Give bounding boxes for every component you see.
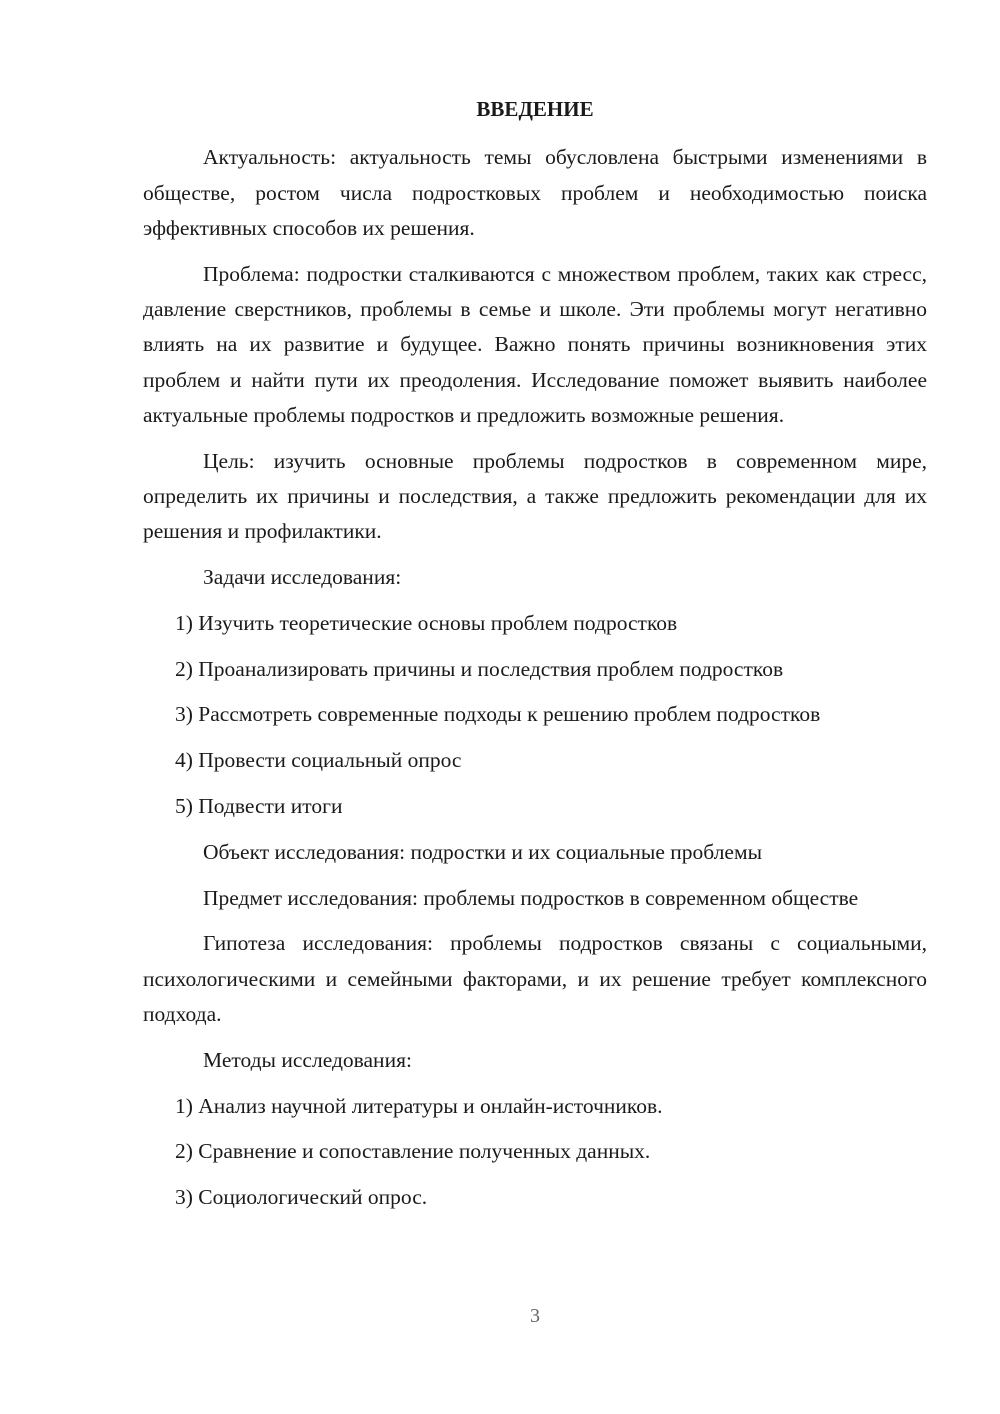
document-page: [143, 92, 927, 1226]
tasks-heading: Задачи исследования:: [203, 565, 402, 590]
page-number: 3: [530, 1305, 540, 1327]
task-item: 4) Провести социальный опрос: [175, 748, 462, 773]
object-paragraph: Объект исследования: подростки и их социальные проблемы: [203, 839, 763, 864]
task-item: 3) Рассмотреть современные подходы к решению проблем подростков: [175, 702, 821, 727]
goal-paragraph: Цель: изучить основные проблемы подростков в современном мире, определить их причины и последствия, а также предложить рекомендации для их решения и профилактики.: [143, 448, 927, 544]
methods-heading: Методы исследования:: [203, 1047, 412, 1072]
method-item: 2) Сравнение и сопоставление полученных данных.: [175, 1139, 651, 1164]
task-item: 5) Подвести итоги: [175, 794, 343, 819]
task-item: 2) Проанализировать причины и последствия проблем подростков: [175, 656, 784, 681]
method-item: 3) Социологический опрос.: [175, 1185, 428, 1210]
subject-paragraph: Предмет исследования: проблемы подростков в современном обществе: [203, 885, 859, 910]
problem-paragraph: Проблема: подростки сталкиваются с множеством проблем, таких как стресс, давление сверстников, проблемы в семье и школе. Эти проблемы могут негативно влиять на их развитие и будущее. Важно понять причины возникновения этих проблем и найти пути их преодоления. Исследование поможет выявить наиболее актуальные проблемы подростков и предложить возможные решения.: [143, 261, 927, 427]
task-item: 1) Изучить теоретические основы проблем подростков: [175, 610, 678, 635]
section-title: ВВЕДЕНИЕ: [476, 97, 594, 121]
hypothesis-paragraph: Гипотеза исследования: проблемы подростков связаны с социальными, психологическими и семейными факторами, и их решение требует комплексного подхода.: [143, 931, 927, 1027]
method-item: 1) Анализ научной литературы и онлайн-источников.: [175, 1093, 663, 1118]
relevance-paragraph: Актуальность: актуальность темы обусловлена быстрыми изменениями в обществе, ростом числа подростковых проблем и необходимостью поиска эффективных способов их решения.: [143, 145, 927, 240]
